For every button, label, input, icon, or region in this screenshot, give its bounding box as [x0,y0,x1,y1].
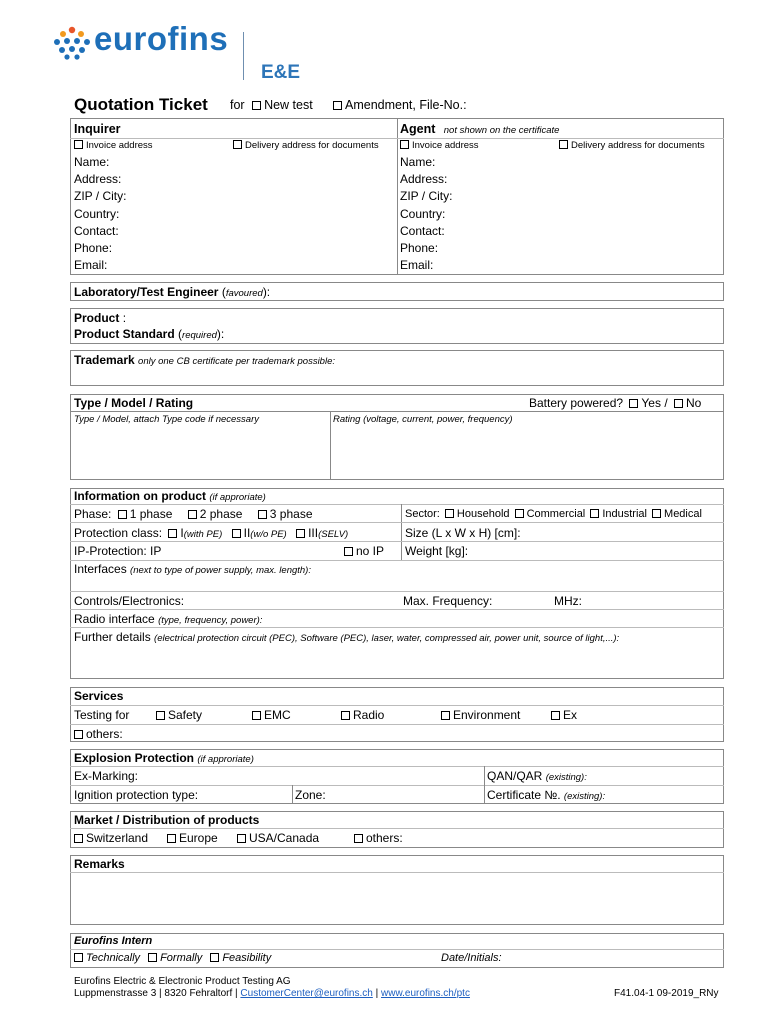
service-safety-label: Safety [168,708,203,722]
service-environment-option [441,708,520,722]
divider [70,828,724,829]
inquirer-zip-field[interactable]: ZIP / City: [74,189,127,204]
for-label: for [230,98,245,112]
technically-checkbox[interactable] [74,953,83,962]
sector-household-checkbox[interactable] [445,509,454,518]
protection-class-3-checkbox[interactable] [296,529,305,538]
rating-column[interactable]: Rating (voltage, current, power, frequency) [333,414,513,425]
inquirer-invoice-checkbox[interactable] [74,140,83,149]
technically-label: Technically [86,952,141,964]
agent-note: not shown on the certificate [443,125,560,136]
agent-delivery-checkbox[interactable] [559,140,568,149]
divider [292,785,293,804]
product-info-heading: Information on product [74,489,206,503]
controls-field[interactable]: Controls/Electronics: [74,594,185,608]
page-title: Quotation Ticket [74,95,208,114]
product-info-note: (if approriate) [209,492,266,503]
agent-invoice-option [400,140,479,151]
battery-row [529,396,701,410]
trademark-note: only one CB certificate per trademark possible: [138,356,336,367]
footer-separator: | [375,988,379,999]
no-ip-checkbox[interactable] [344,547,353,556]
market-switzerland-label: Switzerland [86,831,149,845]
sector-commercial-label: Commercial [526,508,586,520]
service-environment-label: Environment [453,708,521,722]
sector-commercial-checkbox[interactable] [515,509,524,518]
agent-name-field[interactable]: Name: [400,155,436,169]
agent-country-field[interactable]: Country: [400,206,446,221]
qan-field[interactable] [487,769,587,783]
formally-checkbox[interactable] [148,953,157,962]
remarks-heading: Remarks [74,857,125,871]
inquirer-delivery-label: Delivery address for documents [245,140,379,151]
phase-3-checkbox[interactable] [258,510,267,519]
footer-email-link[interactable]: CustomerCenter@eurofins.ch [240,988,373,999]
divider [70,785,724,786]
service-emc-option [252,708,291,722]
phase-1-label: 1 phase [129,507,173,521]
battery-no-label: No [686,396,702,410]
protection-class-label: Protection class: [74,526,163,540]
market-others-label: others: [366,831,403,845]
divider [70,872,724,873]
phase-1-checkbox[interactable] [118,510,127,519]
product-info-heading-row [74,489,266,503]
market-usa-checkbox[interactable] [237,834,246,843]
sector-row [405,508,702,520]
divider [397,118,398,275]
divider [70,138,724,139]
divider [401,504,402,560]
footer-web-link[interactable]: www.eurofins.ch/ptc [381,988,470,999]
ip-protection-field[interactable]: IP-Protection: IP [74,544,162,558]
protection-class-1-label: I [180,526,184,540]
agent-address-field[interactable]: Address: [400,172,448,187]
feasibility-checkbox[interactable] [210,953,219,962]
agent-invoice-checkbox[interactable] [400,140,409,149]
market-europe-label: Europe [179,831,218,845]
product-row [74,311,126,325]
intern-heading: Eurofins Intern [74,935,153,947]
footer-address: Luppmenstrasse 3 | 8320 Fehraltorf | [74,988,238,999]
inquirer-invoice-label: Invoice address [86,140,153,151]
service-safety-option [156,708,202,722]
agent-invoice-label: Invoice address [412,140,479,151]
inquirer-country-field[interactable]: Country: [74,206,120,221]
radio-interface-label: Radio interface [74,612,155,626]
divider [70,724,724,725]
divider [484,766,485,804]
service-ex-checkbox[interactable] [551,711,560,720]
divider [330,411,331,480]
remarks-field[interactable] [70,855,724,925]
trademark-row [74,353,335,367]
inquirer-delivery-option [233,140,379,151]
market-heading: Market / Distribution of products [74,813,260,827]
service-radio-checkbox[interactable] [341,711,350,720]
footer-company: Eurofins Electric & Electronic Product Testing AG [74,976,291,987]
protection-class-1-note: (with PE) [183,529,223,540]
inquirer-address-field[interactable]: Address: [74,172,122,187]
agent-delivery-label: Delivery address for documents [571,140,705,151]
sector-medical-checkbox[interactable] [652,509,661,518]
divider [70,411,724,412]
divider [70,766,724,767]
no-ip-option [344,544,384,558]
phase-3-label: 3 phase [269,507,313,521]
size-field[interactable]: Size (L x W x H) [cm]: [405,526,521,540]
mhz-label: MHz: [554,594,582,608]
date-initials-field[interactable]: Date/Initials: [441,952,502,964]
max-frequency-field[interactable]: Max. Frequency: [403,594,493,608]
service-safety-checkbox[interactable] [156,711,165,720]
feasibility-label: Feasibility [222,952,272,964]
divider [70,627,724,628]
product-colon: : [122,311,127,325]
explosion-note: (if approriate) [197,754,254,765]
footer-address-row [74,988,470,999]
divider [70,609,724,610]
service-ex-label: Ex [563,708,578,722]
agent-email-field[interactable]: Email: [400,258,434,273]
service-environment-checkbox[interactable] [441,711,450,720]
type-model-heading: Type / Model / Rating [74,396,194,410]
sector-household-label: Household [456,508,510,520]
qan-note: (existing): [545,772,587,783]
interfaces-note: (next to type of power supply, max. length): [130,565,311,576]
service-emc-label: EMC [264,708,291,722]
explosion-heading: Explosion Protection [74,751,195,765]
market-europe-checkbox[interactable] [167,834,176,843]
phase-2-label: 2 phase [199,507,243,521]
divider [70,591,724,592]
sector-medical-label: Medical [664,508,702,520]
divider [70,522,724,523]
product-standard-note: required [182,330,217,341]
radio-interface-row[interactable] [74,612,262,626]
amendment-option [333,98,467,112]
sector-industrial-checkbox[interactable] [590,509,599,518]
ex-marking-field[interactable]: Ex-Marking: [74,769,139,783]
protection-class-2-note: (w/o PE) [250,529,287,540]
qan-label: QAN/QAR [487,769,543,783]
service-radio-label: Radio [353,708,385,722]
divider [70,949,724,950]
protection-class-2-label: II [243,526,251,540]
divider [70,705,724,706]
protection-class-3-label: III [308,526,319,540]
protection-class-3-note: (SELV) [318,529,349,540]
agent-contact-field[interactable]: Contact: [400,223,445,238]
inquirer-heading: Inquirer [74,122,121,136]
eurofins-logo-dots-icon [52,26,92,60]
service-others-checkbox[interactable] [74,730,83,739]
inquirer-invoice-option [74,140,153,151]
zone-field[interactable]: Zone: [295,788,326,802]
protection-class-2-checkbox[interactable] [232,529,241,538]
lab-engineer-note: favoured [225,288,263,299]
weight-field[interactable]: Weight [kg]: [405,544,469,558]
formally-label: Formally [160,952,203,964]
radio-interface-note: (type, frequency, power): [158,615,263,626]
market-switzerland-checkbox[interactable] [74,834,83,843]
further-details-label: Further details [74,630,151,644]
service-ex-option [551,708,577,722]
ignition-field[interactable]: Ignition protection type: [74,788,199,802]
type-model-column[interactable]: Type / Model, attach Type code if necessary [74,414,259,425]
further-details-note: (electrical protection circuit (PEC), Software (PEC), laser, water, compressed air, power unit, source of light,...): [154,633,620,644]
interfaces-row[interactable] [74,562,311,576]
agent-zip-field[interactable]: ZIP / City: [400,189,453,204]
agent-delivery-option [559,140,705,151]
new-test-label: New test [264,98,313,112]
service-radio-option [341,708,384,722]
battery-yes-checkbox[interactable] [629,399,638,408]
form-number: F41.04-1 09-2019_RNy [614,988,719,999]
inquirer-phone-field[interactable]: Phone: [74,241,113,256]
market-europe-option [167,831,218,845]
inquirer-name-field[interactable]: Name: [74,155,110,169]
phase-2-checkbox[interactable] [188,510,197,519]
product-standard-row: Product Standard (required): [74,327,225,341]
service-others-label: others: [86,727,123,741]
agent-heading: Agent [400,122,436,136]
certificate-field[interactable] [487,788,605,802]
inquirer-contact-field[interactable]: Contact: [74,223,119,238]
battery-no-checkbox[interactable] [674,399,683,408]
market-switzerland-option [74,831,148,845]
sector-industrial-label: Industrial [602,508,647,520]
divider [70,541,724,542]
no-ip-label: no IP [356,544,385,558]
market-usa-option [237,831,319,845]
new-test-checkbox[interactable] [252,101,261,110]
agent-heading-row [400,122,559,136]
logo-subtitle: E&E [261,62,301,83]
interfaces-label: Interfaces [74,562,127,576]
trademark-label: Trademark [74,353,135,367]
market-others-option [354,831,403,845]
divider [70,560,724,561]
further-details-row[interactable] [74,630,619,644]
title-options [230,98,313,112]
battery-yes-label: Yes / [641,396,668,410]
phase-row [74,507,313,521]
battery-label: Battery powered? [529,396,624,410]
explosion-heading-row [74,751,254,765]
agent-fields [400,154,452,274]
certificate-note: (existing): [563,791,606,802]
inquirer-email-field[interactable]: Email: [74,258,108,273]
lab-engineer-label: Laboratory/Test Engineer [74,285,219,299]
services-heading: Services [74,689,124,703]
logo-divider [243,32,244,80]
service-emc-checkbox[interactable] [252,711,261,720]
service-others-option [74,727,123,741]
testing-for-label: Testing for [74,708,130,722]
inquirer-delivery-checkbox[interactable] [233,140,242,149]
market-others-checkbox[interactable] [354,834,363,843]
divider [70,504,724,505]
protection-class-row [74,526,348,540]
agent-phone-field[interactable]: Phone: [400,241,439,256]
intern-checks [74,952,271,964]
lab-engineer-label-row: Laboratory/Test Engineer (favoured): [74,285,271,299]
product-label: Product [74,311,120,325]
product-standard-label: Product Standard [74,327,175,341]
certificate-label: Certificate №. [487,788,561,802]
inquirer-fields [74,154,126,274]
sector-label: Sector: [405,508,440,520]
protection-class-1-checkbox[interactable] [168,529,177,538]
amendment-checkbox[interactable] [333,101,342,110]
logo-text: eurofins [94,20,229,57]
phase-label: Phase: [74,507,112,521]
amendment-label: Amendment, File-No.: [345,98,467,112]
market-usa-label: USA/Canada [249,831,320,845]
